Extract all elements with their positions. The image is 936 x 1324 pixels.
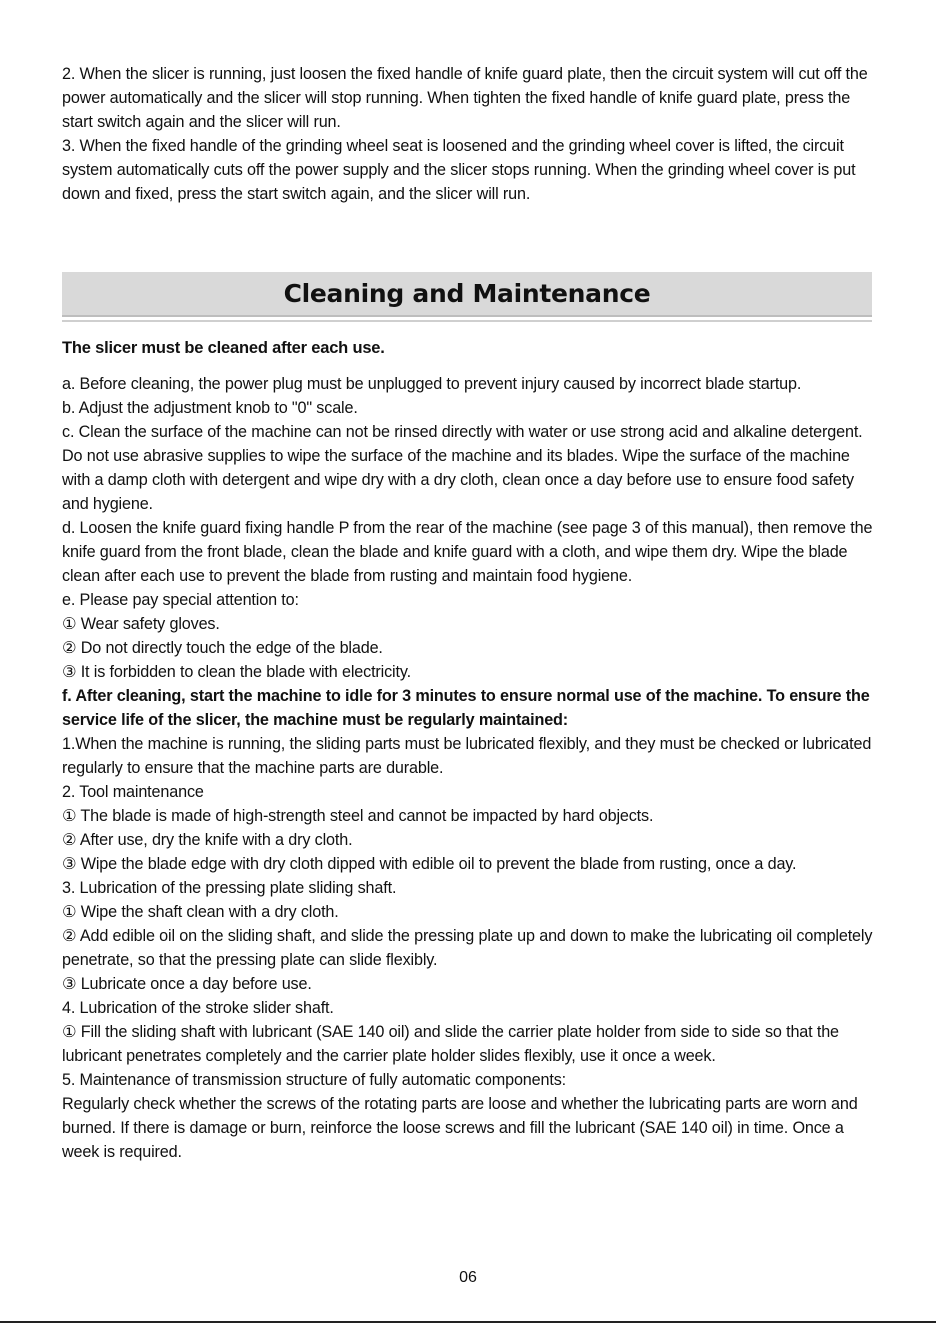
maintenance-item-3: 3. Lubrication of the pressing plate sliding shaft. (62, 879, 397, 897)
cleaning-step-c: c. Clean the surface of the machine can not be rinsed directly with water or use strong acid and alkaline detergent. Do not use abrasive supplies to wipe the surface of the machine and its blades. Wipe the surface of the machine with a damp cloth with detergent and wipe dry with a dry cloth, clean once a day before use to ensure food safety and hygiene. (62, 423, 863, 513)
tool-maintenance-3: ③ Wipe the blade edge with dry cloth dipped with edible oil to prevent the blade from rusting, once a day. (62, 855, 797, 873)
pressing-plate-3: ③ Lubricate once a day before use. (62, 975, 312, 993)
attention-item-2: ② Do not directly touch the edge of the blade. (62, 639, 383, 657)
cleaning-step-a: a. Before cleaning, the power plug must be unplugged to prevent injury caused by incorrect blade startup. (62, 375, 802, 393)
maintenance-item-2: 2. Tool maintenance (62, 783, 204, 801)
cleaning-maintenance-body (62, 336, 874, 1164)
pressing-plate-1: ① Wipe the shaft clean with a dry cloth. (62, 903, 339, 921)
attention-item-1: ① Wear safety gloves. (62, 615, 220, 633)
intro-block (62, 62, 874, 206)
transmission-maintenance-text: Regularly check whether the screws of the rotating parts are loose and whether the lubricating parts are worn and burned. If there is damage or burn, reinforce the loose screws and fill the lubricant (SAE 140 oil) in time. Once a week is required. (62, 1095, 858, 1161)
intro-paragraph-2: 2. When the slicer is running, just loosen the fixed handle of knife guard plate, then the circuit system will cut off the power automatically and the slicer will stop running. When tighten the fixed handle of knife guard plate, press the start switch again and the slicer will run. (62, 65, 868, 131)
bottom-rule (0, 1321, 936, 1323)
attention-item-3: ③ It is forbidden to clean the blade with electricity. (62, 663, 411, 681)
section-title: Cleaning and Maintenance (283, 279, 651, 308)
page-number: 06 (459, 1269, 477, 1286)
maintenance-item-5: 5. Maintenance of transmission structure of fully automatic components: (62, 1071, 566, 1089)
intro-paragraph-3: 3. When the fixed handle of the grinding wheel seat is loosened and the grinding wheel cover is lifted, the circuit system automatically cuts off the power supply and the slicer stops running. When the grinding wheel cover is put down and fixed, press the start switch again, and the slicer will run. (62, 137, 856, 203)
maintenance-item-4: 4. Lubrication of the stroke slider shaft. (62, 999, 334, 1017)
section-header-bar (62, 272, 872, 317)
pressing-plate-2: ② Add edible oil on the sliding shaft, and slide the pressing plate up and down to make the lubricating oil completely penetrate, so that the pressing plate can slide flexibly. (62, 927, 873, 969)
cleaning-step-d: d. Loosen the knife guard fixing handle P from the rear of the machine (see page 3 of this manual), then remove the knife guard from the front blade, clean the blade and knife guard with a cloth, and wipe them dry. Wipe the blade clean after each use to prevent the blade from rusting and maintain food hygiene. (62, 519, 873, 585)
maintenance-item-1: 1.When the machine is running, the sliding parts must be lubricated flexibly, and they must be checked or lubricated regularly to ensure that the machine parts are durable. (62, 735, 872, 777)
tool-maintenance-2: ② After use, dry the knife with a dry cloth. (62, 831, 353, 849)
cleaning-step-b: b. Adjust the adjustment knob to "0" scale. (62, 399, 358, 417)
cleaning-step-f: f. After cleaning, start the machine to idle for 3 minutes to ensure normal use of the machine. To ensure the service life of the slicer, the machine must be regularly maintained: (62, 687, 870, 729)
cleaning-step-e: e. Please pay special attention to: (62, 591, 299, 609)
tool-maintenance-1: ① The blade is made of high-strength steel and cannot be impacted by hard objects. (62, 807, 654, 825)
stroke-slider-1: ① Fill the sliding shaft with lubricant (SAE 140 oil) and slide the carrier plate holder from side to side so that the lubricant penetrates completely and the carrier plate holder slides flexibly, use it once a week. (62, 1023, 839, 1065)
cleaning-lead: The slicer must be cleaned after each use. (62, 339, 385, 357)
